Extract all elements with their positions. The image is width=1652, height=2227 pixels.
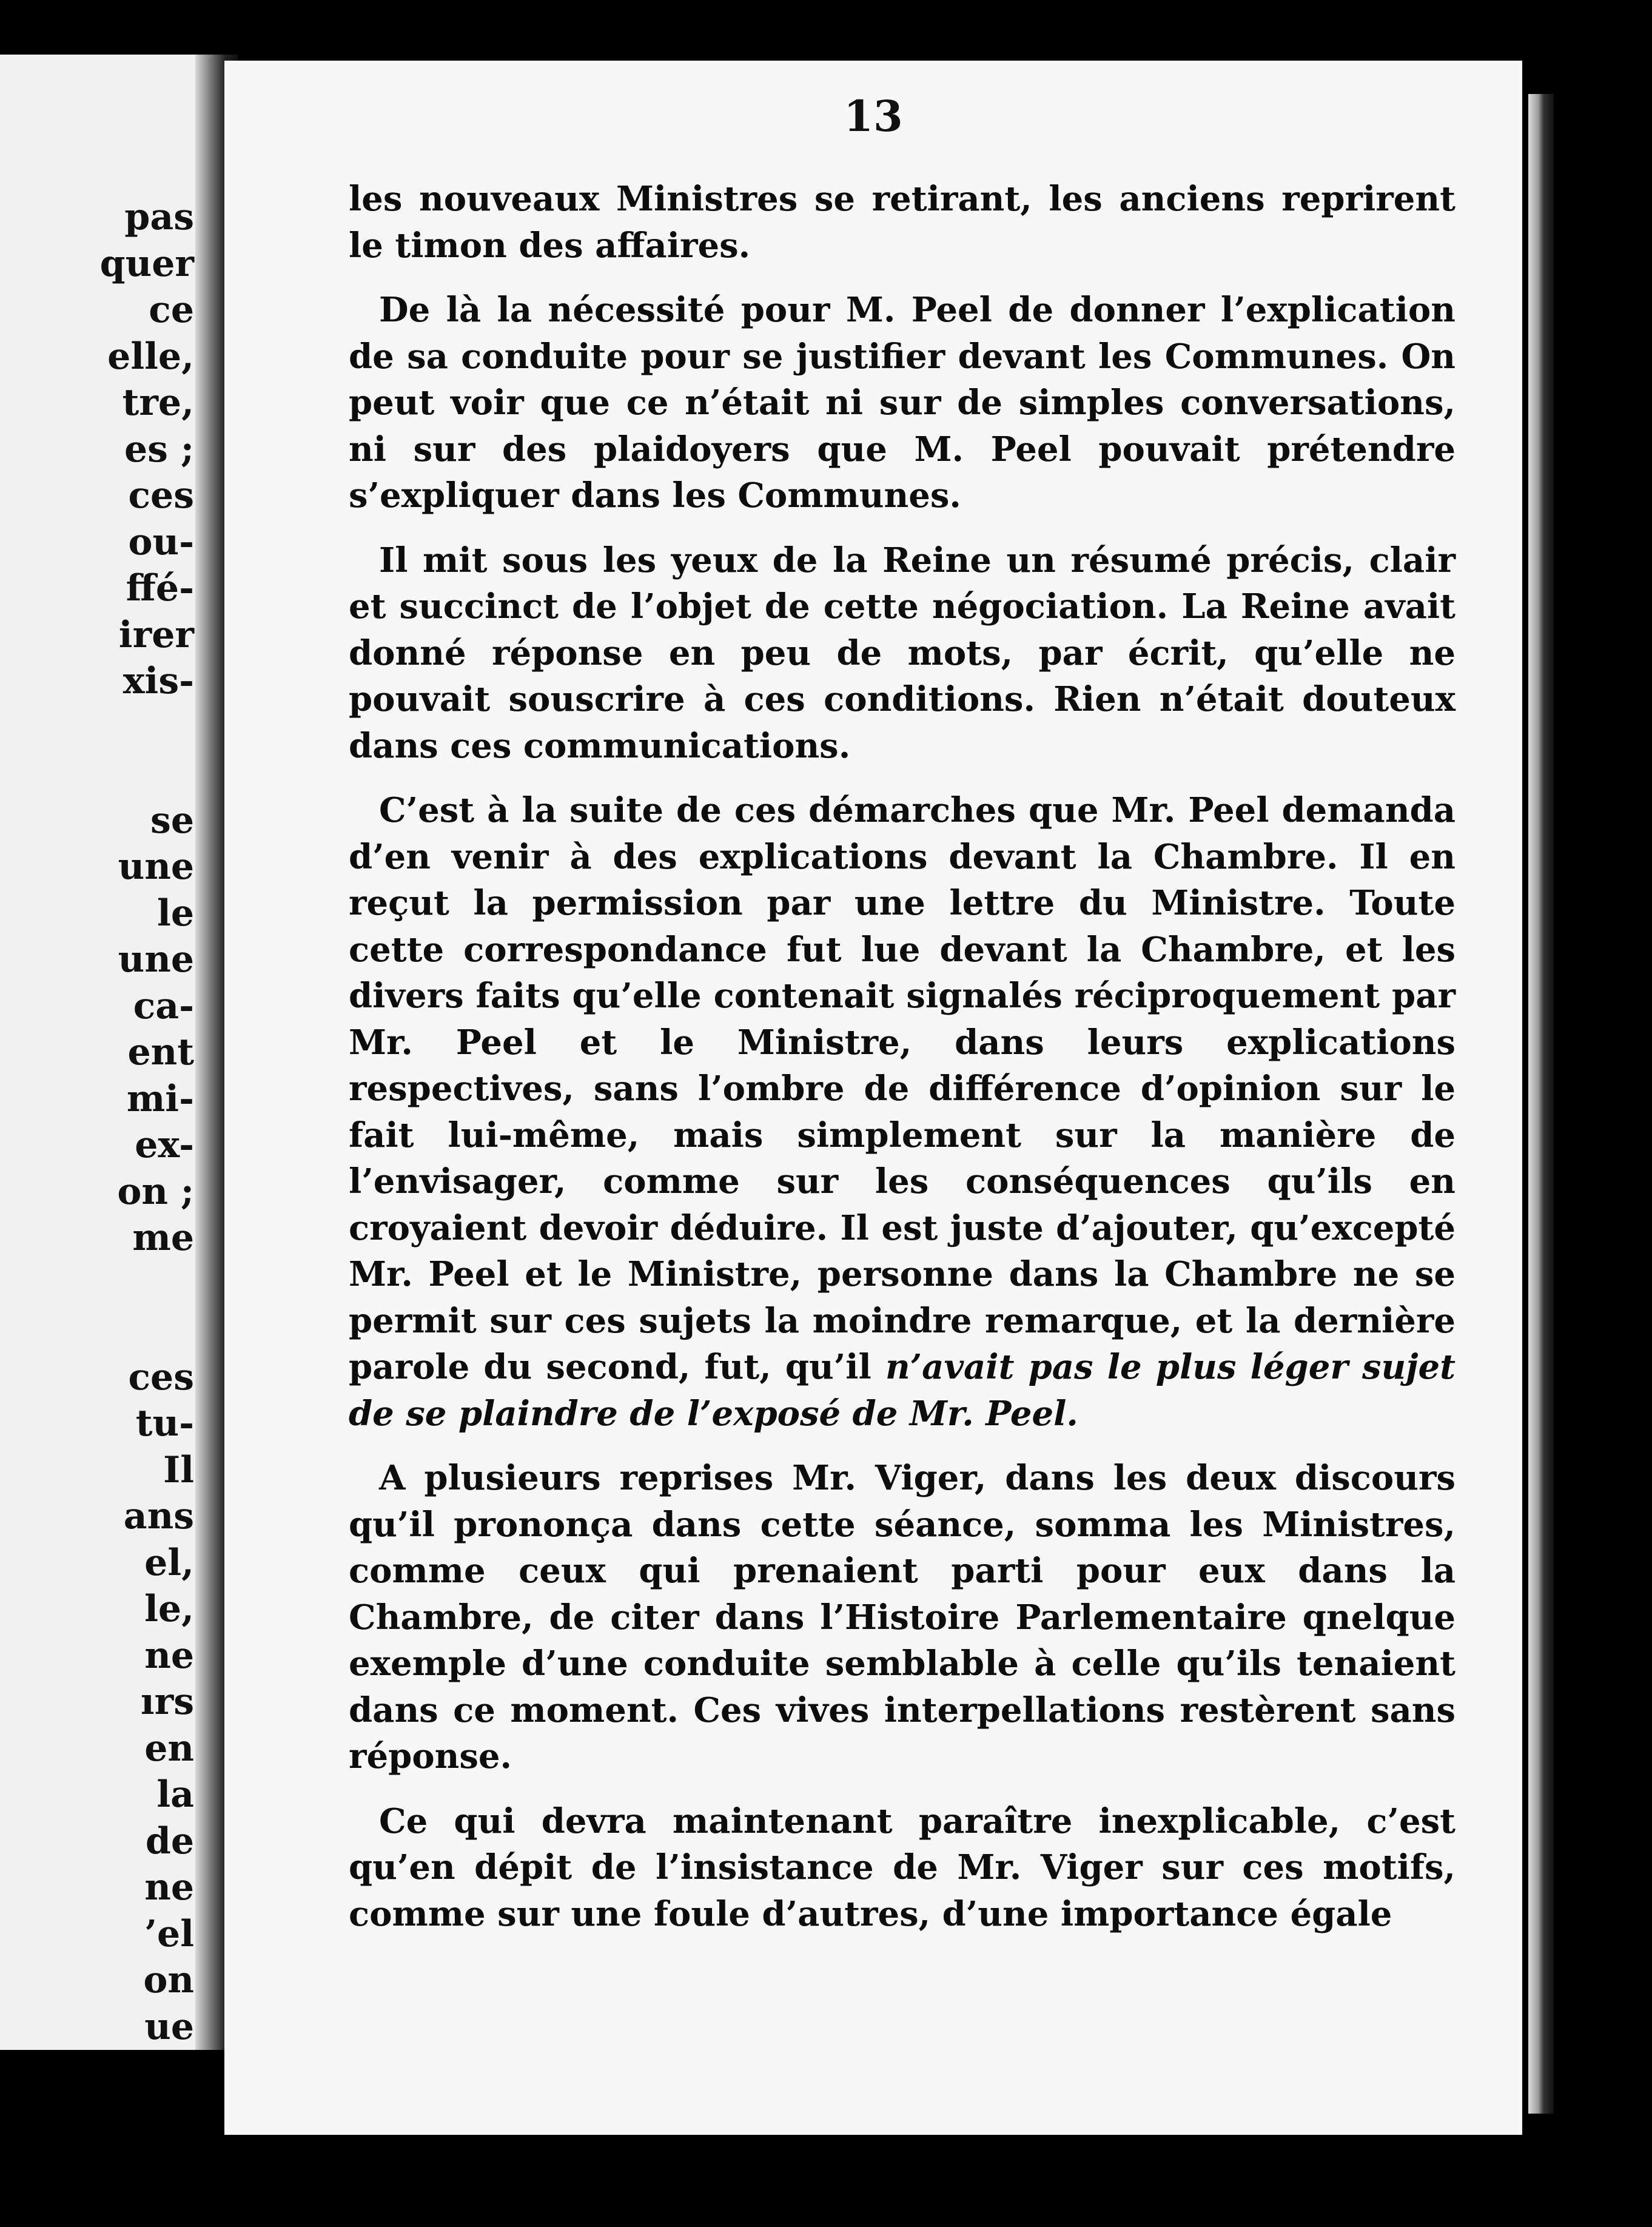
left-fragment: ex- [135,1124,194,1166]
left-fragment: Il [163,1448,194,1491]
left-fragment [100,1261,194,1308]
left-fragment: on ; [117,1170,194,1213]
left-fragment: la [156,1773,194,1816]
left-fragment: tre, [122,381,194,424]
left-fragment: ou- [128,520,194,563]
left-fragment: ne [144,1634,194,1677]
left-fragment: mi- [126,1077,194,1120]
paragraph-1-text: les nouveaux Ministres se retirant, les anciens reprirent le timon des affaires. [349,179,1456,266]
page-edge [1528,94,1554,2114]
page-number: 13 [844,91,903,141]
paragraph-4 [349,787,1456,1437]
left-fragment: une [118,845,194,888]
left-fragment: ces [128,1355,194,1399]
left-fragment: pas [124,196,194,238]
body-text [349,176,1456,1955]
left-fragment [100,751,194,798]
left-fragment: une [118,938,194,981]
paragraph-2 [349,287,1456,519]
left-fragment: tu- [135,1402,194,1445]
paragraph-1 [349,176,1456,269]
left-fragment: irer [118,613,194,656]
left-fragment: ırs [140,1681,194,1723]
left-fragment: on [143,1959,194,2001]
left-fragment: ne [144,1866,194,1909]
left-fragment: se [150,799,194,842]
left-fragment: ans [123,1495,194,1537]
paragraph-4-text: C’est à la suite de ces démarches que Mr. Peel demanda d’en venir à des explications devant la Chambre. Il en reçut la permission par une lettre du Ministre. Toute cette correspondance fut lue devant la Chambre, et les divers faits qu’elle contenait signalés réciproquement par Mr. Peel et le Ministre, dans leurs explications respectives, sans l’ombre de différence d’opinion sur le fait lui-même, mais simplement sur la manière de l’envisager, comme sur les conséquences qu’ils en croyaient devoir déduire. Il est juste d’ajouter, qu’excepté Mr. Peel et le Ministre, personne dans la Chambre ne se permit sur ces sujets la moindre remarque, et la dernière parole du second, fut, qu’il [349,790,1456,1387]
left-fragment: el, [144,1541,194,1584]
left-page-text-fragments [100,194,194,2050]
left-fragment: le, [144,1588,194,1630]
left-fragment [100,705,194,751]
paragraph-6-text: Ce qui devra maintenant paraître inexplicable, c’est qu’en dépit de l’insistance de Mr. Viger sur ces motifs, comme sur une foule d’autres, d’une importance égale [349,1801,1456,1934]
left-fragment: le [157,892,194,935]
paragraph-6 [349,1798,1456,1938]
right-page [224,61,1522,2135]
left-fragment: es ; [124,428,194,471]
left-fragment: en [144,1727,194,1770]
paragraph-5 [349,1455,1456,1780]
left-fragment: ces [128,474,194,517]
left-fragment [100,1308,194,1354]
paragraph-5-text: A plusieurs reprises Mr. Viger, dans les deux discours qu’il prononça dans cette séance, somma les Ministres, comme ceux qui prenaient parti pour eux dans la Chambre, de citer dans l’Histoire Parlementaire qnelque exemple d’une conduite semblable à celle qu’ils tenaient dans ce moment. Ces vives interpellations restèrent sans réponse. [349,1458,1456,1776]
left-fragment: ce [149,289,194,331]
paragraph-3 [349,537,1456,770]
left-fragment: de [145,1819,194,1863]
paragraph-2-text: De là la nécessité pour M. Peel de donner l’explication de sa conduite pour se justifier devant les Communes. On peut voir que ce n’était ni sur de simples conversations, ni sur des plaidoyers que M. Peel pouvait prétendre s’expliquer dans les Communes. [349,290,1456,516]
left-fragment: ffé- [126,567,194,610]
left-fragment: ’el [144,1912,194,1955]
left-fragment: ca- [133,984,194,1027]
left-page [0,55,218,2050]
left-fragment: me [132,1217,194,1259]
left-fragment: elle, [107,335,194,378]
left-fragment: quer [99,242,194,285]
left-fragment: xis- [123,660,194,702]
left-fragment: ent [127,1031,194,1073]
paragraph-3-text: Il mit sous les yeux de la Reine un résumé précis, clair et succinct de l’objet de cette négociation. La Reine avait donné réponse en peu de mots, par écrit, qu’elle ne pouvait souscrire à ces conditions. Rien n’était douteux dans ces communications. [349,540,1456,766]
left-fragment: ue [144,2005,194,2048]
paragraph-4-italic-quote: n’avait pas le plus léger sujet de se plaindre de l’exposé de Mr. Peel. [349,1347,1456,1434]
